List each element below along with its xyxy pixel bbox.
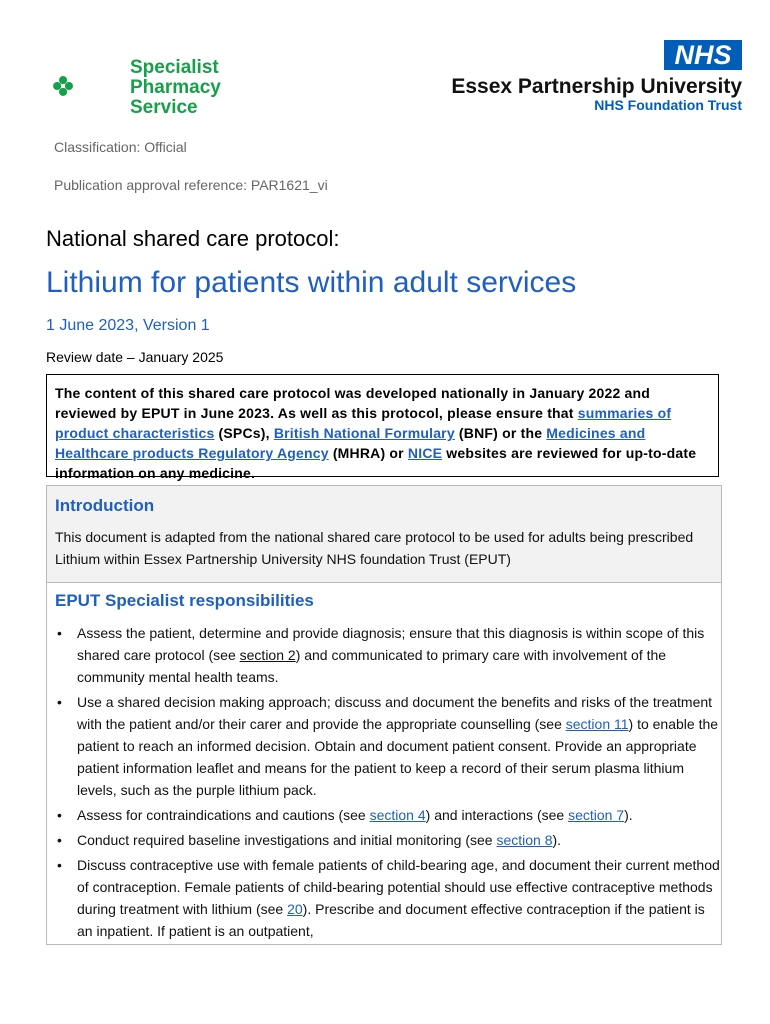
sps-logo-mark — [52, 56, 122, 116]
link-section-7[interactable]: section 7 — [568, 807, 625, 823]
introduction-text: This document is adapted from the national shared care protocol to be used for adults being prescribed Lithium within Essex Partnership University NHS foundation Trust (EPUT) — [55, 529, 694, 567]
list-item-text: ). — [552, 832, 562, 848]
responsibilities-heading: EPUT Specialist responsibilities — [55, 591, 314, 610]
list-item — [55, 804, 721, 826]
introduction-heading: Introduction — [55, 496, 155, 515]
list-item-text: Assess for contraindications and cautions (see — [77, 807, 370, 823]
list-item-text: ) to enable the patient to reach an informed decision. Obtain and document patient consent. Provide an appropriate patient information leaflet and means for the patient to keep a record of their serum plasma lithium levels, such as the purple lithium pack. — [77, 716, 719, 798]
list-item-text: Conduct required baseline investigations and initial monitoring (see — [77, 832, 497, 848]
approval-reference: Publication approval reference: PAR1621_vi — [54, 177, 328, 193]
list-item — [55, 622, 721, 688]
bullet-icon: • — [57, 857, 62, 873]
bullet-icon: • — [57, 694, 62, 710]
review-date: Review date – January 2025 — [46, 349, 224, 365]
trust-name: Essex Partnership University — [451, 75, 742, 98]
list-item-text: Discuss contraceptive use with female patients of child-bearing age, and document their current method of contraception. Female patients of child-bearing potential should use effective contraceptive methods during treatment with lithium (see — [77, 857, 720, 917]
sps-line-2: Pharmacy — [130, 77, 221, 98]
list-item-text: Assess the patient, determine and provide diagnosis; ensure that this diagnosis is within scope of this shared care protocol (see — [77, 625, 705, 663]
notice-text-4: (MHRA) or — [328, 445, 408, 461]
protocol-label: National shared care protocol: — [46, 226, 340, 251]
link-spc[interactable]: summaries of product characteristics — [55, 405, 672, 441]
page-title: Lithium for patients within adult services — [46, 266, 577, 299]
link-section-20[interactable]: 20 — [287, 901, 303, 917]
link-section-11[interactable]: section 11 — [565, 716, 629, 732]
introduction-section — [47, 486, 721, 583]
nhs-logo: NHS — [664, 40, 742, 70]
classification: Classification: Official — [54, 139, 187, 155]
notice-text-3: (BNF) or the — [454, 425, 547, 441]
link-nice[interactable]: NICE — [407, 445, 443, 461]
notice-text-1: The content of this shared care protocol was developed nationally in January 2022 and reviewed by EPUT in June 2023. As well as this protocol, please ensure that — [55, 385, 651, 421]
bullet-icon: • — [57, 807, 62, 823]
sps-line-3: Service — [130, 97, 198, 118]
list-item — [55, 691, 721, 801]
notice-text-2: (SPCs), — [214, 425, 274, 441]
content-panel — [46, 485, 722, 945]
version-date: 1 June 2023, Version 1 — [46, 317, 210, 334]
notice-box — [46, 374, 719, 481]
sps-line-1: Specialist — [130, 57, 219, 78]
list-item-text: ). Prescribe and document effective contraception if the patient is an inpatient. If patient is an outpatient, — [77, 901, 705, 939]
list-item-text: ) and communicated to primary care with involvement of the community mental health teams. — [77, 647, 667, 685]
trust-subtitle: NHS Foundation Trust — [594, 97, 742, 113]
link-bnf[interactable]: British National Formulary — [273, 425, 455, 441]
link-mhra[interactable]: Medicines and Healthcare products Regulatory Agency — [55, 425, 646, 461]
list-item-text: Use a shared decision making approach; discuss and document the benefits and risks of the treatment with the patient and/or their carer and provide the appropriate counselling (see — [77, 694, 713, 732]
link-section-4[interactable]: section 4 — [369, 807, 426, 823]
list-item-text: ). — [624, 807, 633, 823]
list-item — [55, 829, 721, 851]
bullet-icon: • — [57, 625, 62, 641]
link-section-2[interactable]: section 2 — [239, 647, 296, 663]
link-section-8[interactable]: section 8 — [496, 832, 553, 848]
list-item — [55, 854, 721, 942]
list-item-text: ) and interactions (see — [425, 807, 569, 823]
sps-logo-text — [130, 58, 221, 118]
bullet-icon: • — [57, 832, 62, 848]
responsibilities-list — [55, 622, 721, 945]
notice-text-5: websites are reviewed for up-to-date information on any medicine. — [55, 445, 697, 481]
